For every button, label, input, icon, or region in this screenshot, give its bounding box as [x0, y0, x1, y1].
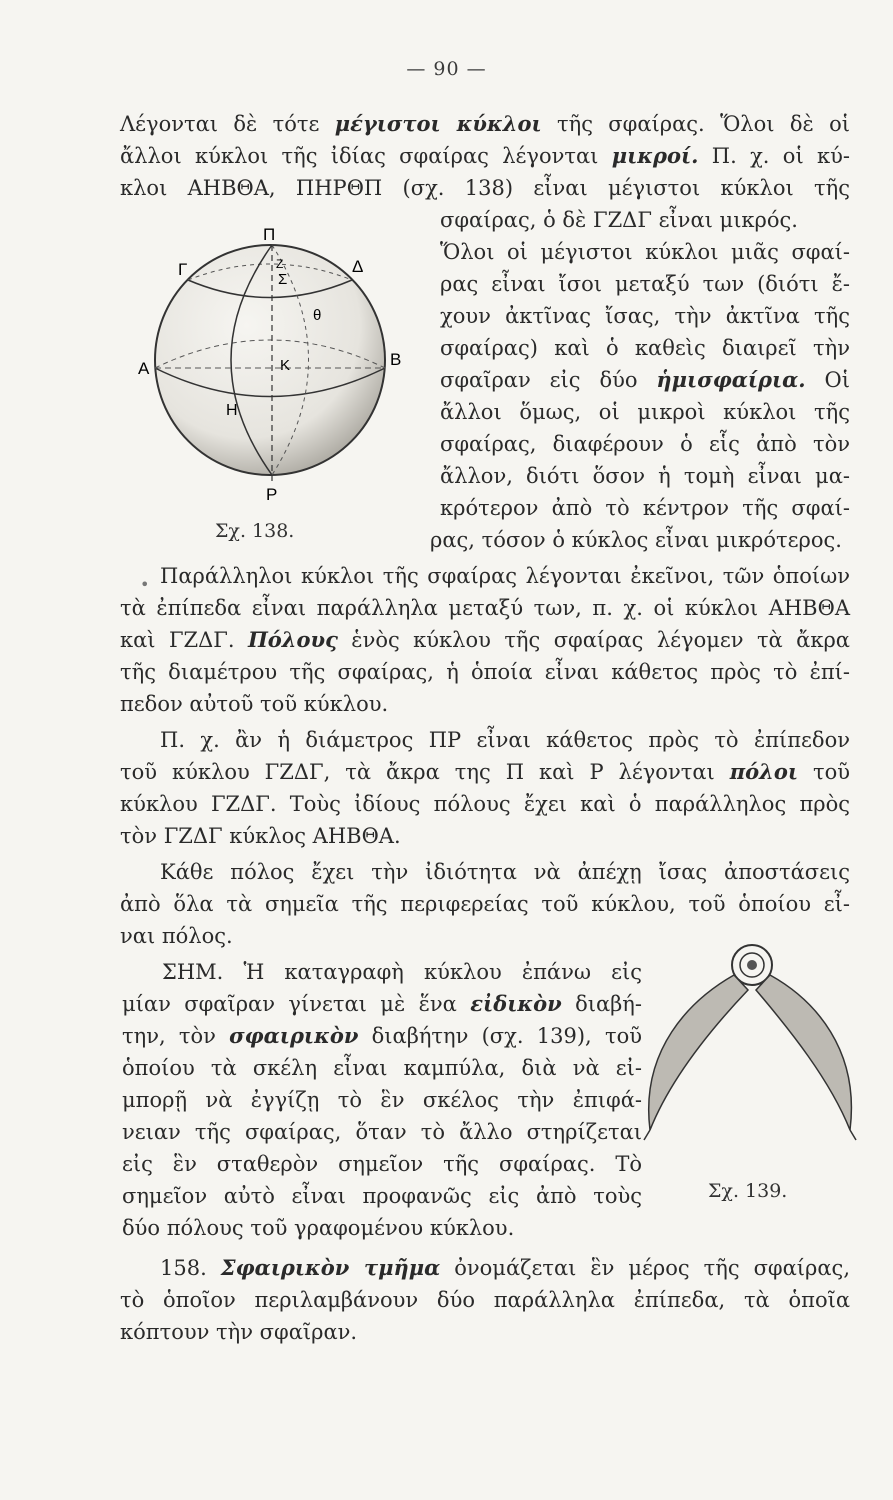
- text-line-26: ναι πόλος.: [120, 924, 233, 948]
- margin-mark: •: [140, 575, 150, 594]
- text-line-33: εἰς ἓν σταθερὸν σημεῖον τῆς σφαίρας. Τὸ: [122, 1152, 642, 1176]
- text-line-4: σφαίρας, ὁ δὲ ΓΖΔΓ εἶναι μικρός.: [440, 208, 798, 232]
- text-line-19: πεδον αὐτοῦ τοῦ κύκλου.: [120, 692, 389, 716]
- text-line-38: κόπτουν τὴν σφαῖραν.: [120, 1320, 358, 1344]
- text-line-11: σφαίρας, διαφέρουν ὁ εἷς ἀπὸ τὸν: [440, 432, 850, 456]
- text-line-3: κλοι ΑΗΒΘΑ, ΠΗΡΘΠ (σχ. 138) εἶναι μέγιστοι κύκλοι τῆς: [120, 176, 850, 200]
- text-line-1: Λέγονται δὲ τότε μέγιστοι κύκλοι τῆς σφαίρας. Ὅλοι δὲ οἱ: [120, 111, 850, 136]
- text-line-31: μπορῇ νὰ ἐγγίζῃ τὸ ἓν σκέλος τὴν ἐπιφά-: [122, 1088, 642, 1112]
- figure-138-sphere: [130, 225, 410, 550]
- label-theta: θ: [313, 307, 322, 324]
- label-rho: Ρ: [266, 485, 278, 504]
- text-line-20: Π. χ. ἂν ἡ διάμετρος ΠΡ εἶναι κάθετος πρὸς τὸ ἐπίπεδον: [160, 728, 850, 752]
- figure-139-caption: Σχ. 139.: [708, 1180, 788, 1202]
- text-line-8: σφαίρας) καὶ ὁ καθεὶς διαιρεῖ τὴν: [440, 336, 850, 360]
- figure-138-caption: Σχ. 138.: [215, 520, 295, 542]
- text-line-35: δύο πόλους τοῦ γραφομένου κύκλου.: [122, 1216, 515, 1240]
- text-line-5: Ὅλοι οἱ μέγιστοι κύκλοι μιᾶς σφαί-: [440, 240, 850, 264]
- label-sigma: Σ: [278, 271, 288, 288]
- text-line-15: Παράλληλοι κύκλοι τῆς σφαίρας λέγονται ἐκεῖνοι, τῶν ὁποίων: [160, 564, 850, 588]
- text-line-32: νειαν τῆς σφαίρας, ὅταν τὸ ἄλλο στηρίζεται: [122, 1120, 642, 1144]
- text-line-2: ἄλλοι κύκλοι τῆς ἰδίας σφαίρας λέγονται μικροί. Π. χ. οἱ κύ-: [120, 143, 850, 168]
- label-delta: Δ: [352, 257, 364, 276]
- text-line-34: σημεῖον αὐτὸ εἶναι προφανῶς εἰς ἀπὸ τοὺς: [122, 1184, 642, 1208]
- label-zeta: Ζ: [276, 257, 284, 271]
- label-pi: Π: [263, 225, 276, 244]
- label-alpha: Α: [138, 359, 150, 378]
- text-line-10: ἄλλοι ὅμως, οἱ μικροὶ κύκλοι τῆς: [440, 400, 850, 424]
- text-line-6: ρας εἶναι ἴσοι μεταξύ των (διότι ἔ-: [440, 272, 850, 296]
- text-line-37: τὸ ὁποῖον περιλαμβάνουν δύο παράλληλα ἐπίπεδα, τὰ ὁποῖα: [120, 1288, 850, 1312]
- text-line-14: ρας, τόσον ὁ κύκλος εἶναι μικρότερος.: [430, 528, 842, 552]
- text-line-29: την, τὸν σφαιρικὸν διαβήτην (σχ. 139), τοῦ: [122, 1023, 642, 1048]
- label-gamma: Γ: [178, 260, 188, 279]
- text-line-25: ἀπὸ ὅλα τὰ σημεῖα τῆς περιφερείας τοῦ κύκλου, τοῦ ὁποίου εἶ-: [120, 892, 850, 916]
- text-line-21: τοῦ κύκλου ΓΖΔΓ, τὰ ἄκρα της Π καὶ Ρ λέγονται πόλοι τοῦ: [120, 759, 850, 784]
- text-line-13: κρότερον ἀπὸ τὸ κέντρον τῆς σφαί-: [440, 496, 850, 520]
- label-beta: Β: [390, 350, 402, 369]
- text-line-9: σφαῖραν εἰς δύο ἡμισφαίρια. Οἱ: [440, 367, 850, 392]
- text-line-30: ὁποίου τὰ σκέλη εἶναι καμπύλα, διὰ νὰ εἰ-: [122, 1056, 642, 1080]
- text-line-23: τὸν ΓΖΔΓ κύκλος ΑΗΒΘΑ.: [120, 824, 401, 848]
- page-number: — 90 —: [406, 58, 487, 80]
- text-line-17: καὶ ΓΖΔΓ. Πόλους ἑνὸς κύκλου τῆς σφαίρας λέγομεν τὰ ἄκρα: [120, 627, 850, 652]
- text-line-36: 158. Σφαιρικὸν τμῆμα ὀνομάζεται ἓν μέρος τῆς σφαίρας,: [160, 1255, 850, 1280]
- text-line-28: μίαν σφαῖραν γίνεται μὲ ἕνα εἰδικὸν διαβή-: [122, 991, 642, 1016]
- text-line-22: κύκλου ΓΖΔΓ. Τοὺς ἰδίους πόλους ἔχει καὶ ὁ παράλληλος πρὸς: [120, 792, 850, 816]
- text-line-27: ΣΗΜ. Ἡ καταγραφὴ κύκλου ἐπάνω εἰς: [162, 960, 642, 984]
- text-line-7: χουν ἀκτῖνας ἴσας, τὴν ἀκτῖνα τῆς: [440, 304, 850, 328]
- label-kappa: Κ: [280, 357, 291, 374]
- text-line-16: τὰ ἐπίπεδα εἶναι παράλληλα μεταξύ των, π. χ. οἱ κύκλοι ΑΗΒΘΑ: [120, 596, 850, 620]
- text-line-24: Κάθε πόλος ἔχει τὴν ἰδιότητα νὰ ἀπέχῃ ἴσας ἀποστάσεις: [160, 860, 850, 884]
- label-eta: Η: [226, 402, 238, 419]
- text-line-12: ἄλλον, διότι ὅσον ἡ τομὴ εἶναι μα-: [440, 464, 850, 488]
- text-line-18: τῆς διαμέτρου τῆς σφαίρας, ἡ ὁποία εἶναι κάθετος πρὸς τὸ ἐπί-: [120, 660, 850, 684]
